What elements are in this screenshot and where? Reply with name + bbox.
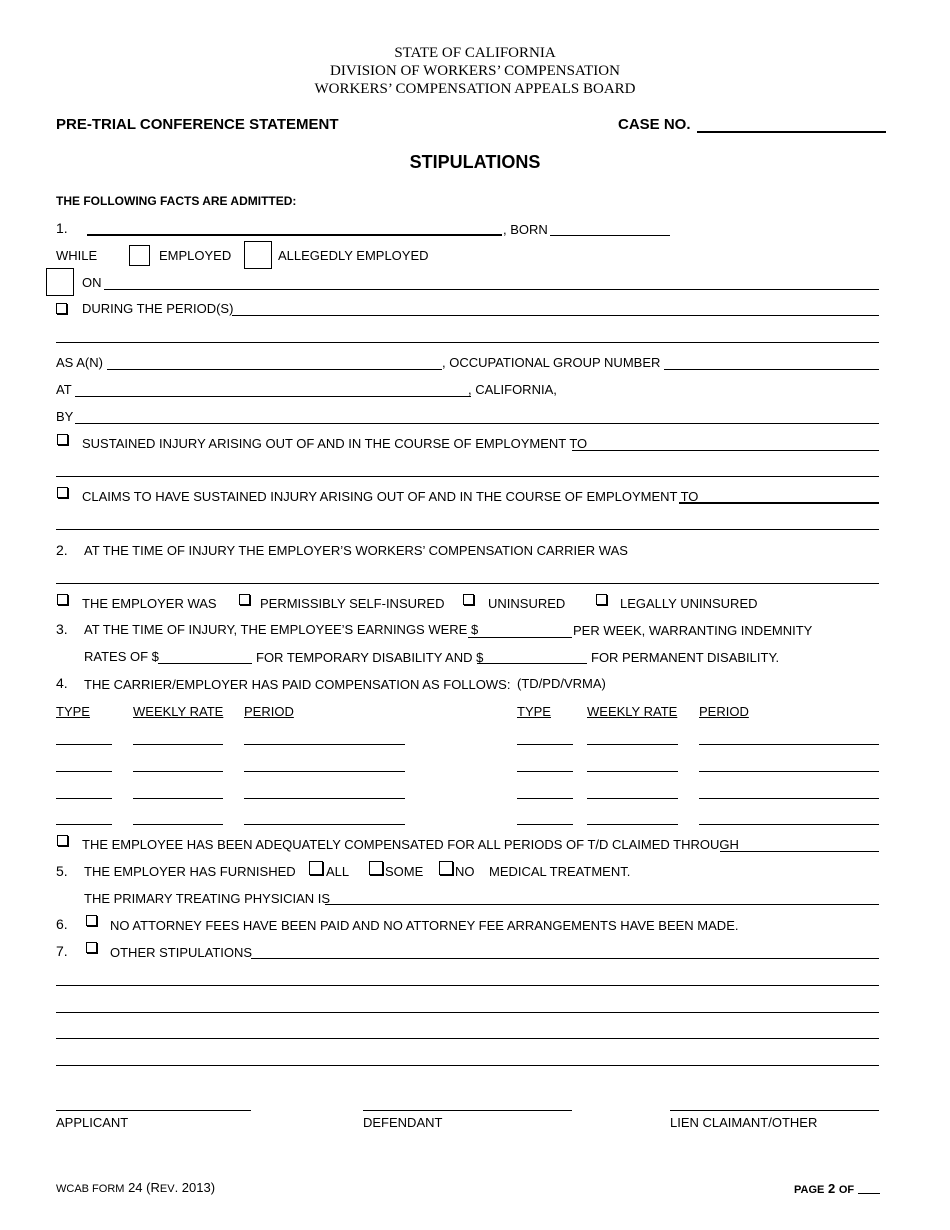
other-stipulations-field-2[interactable] <box>56 985 879 986</box>
payment-type-field[interactable] <box>517 771 573 772</box>
earnings-label: AT THE TIME OF INJURY, THE EMPLOYEE’S EARNINGS WERE $ <box>84 622 479 637</box>
carrier-field[interactable] <box>56 583 879 584</box>
payment-period-field[interactable] <box>244 824 405 825</box>
sustained-injury-checkbox[interactable] <box>57 434 68 445</box>
payment-period-field[interactable] <box>244 744 405 745</box>
treatment-no-checkbox[interactable] <box>439 861 453 875</box>
item5-number: 5. <box>56 863 68 879</box>
location-field[interactable] <box>75 396 471 397</box>
sustained-body-parts-field[interactable] <box>572 450 879 451</box>
payment-rate-field[interactable] <box>587 744 678 745</box>
td-label: FOR TEMPORARY DISABILITY AND $ <box>256 650 484 665</box>
payment-type-field[interactable] <box>517 824 573 825</box>
applicant-signature-field[interactable] <box>56 1110 251 1111</box>
payment-rate-field[interactable] <box>587 798 678 799</box>
stipulations-title: STIPULATIONS <box>409 152 541 172</box>
item7-number: 7. <box>56 943 68 959</box>
payment-period-field[interactable] <box>244 771 405 772</box>
employer-was-label: THE EMPLOYER WAS <box>82 596 217 611</box>
employer-field[interactable] <box>75 423 879 424</box>
furnished-label: THE EMPLOYER HAS FURNISHED <box>84 864 296 879</box>
self-insured-checkbox[interactable] <box>239 594 250 605</box>
uninsured-label: UNINSURED <box>488 596 566 611</box>
employed-checkbox[interactable] <box>129 245 150 266</box>
admitted-label: THE FOLLOWING FACTS ARE ADMITTED: <box>56 194 297 208</box>
payment-period-field[interactable] <box>699 771 879 772</box>
col-type-left: TYPE <box>56 704 90 719</box>
legally-uninsured-label: LEGALLY UNINSURED <box>620 596 758 611</box>
treatment-no-label: NO <box>455 864 475 879</box>
item3-number: 3. <box>56 621 68 637</box>
col-rate-right: WEEKLY RATE <box>587 704 678 719</box>
employer-was-checkbox[interactable] <box>57 594 68 605</box>
other-stipulations-field-5[interactable] <box>56 1065 879 1066</box>
as-a-label: AS A(N) <box>56 355 103 370</box>
other-stipulations-field-4[interactable] <box>56 1038 879 1039</box>
claimed-body-parts-field-2[interactable] <box>56 529 879 530</box>
col-rate-left: WEEKLY RATE <box>133 704 224 719</box>
sustained-injury-label: SUSTAINED INJURY ARISING OUT OF AND IN THE COURSE OF EMPLOYMENT TO <box>82 436 588 451</box>
payment-type-field[interactable] <box>517 798 573 799</box>
header-division: DIVISION OF WORKERS’ COMPENSATION <box>330 63 620 79</box>
col-period-right: PERIOD <box>699 704 749 719</box>
weekly-earnings-field[interactable] <box>468 637 572 638</box>
treatment-some-label: SOME <box>385 864 424 879</box>
lien-claimant-signature-field[interactable] <box>670 1110 879 1111</box>
birthdate-field[interactable] <box>550 235 670 236</box>
treatment-all-checkbox[interactable] <box>309 861 323 875</box>
treatment-some-checkbox[interactable] <box>369 861 383 875</box>
occupation-field[interactable] <box>107 369 442 370</box>
case-no-label: CASE NO. <box>618 116 691 133</box>
payment-rate-field[interactable] <box>133 798 223 799</box>
no-attorney-fees-checkbox[interactable] <box>86 915 97 926</box>
while-label: WHILE <box>56 248 98 263</box>
california-label: , CALIFORNIA, <box>468 382 557 397</box>
occ-group-field[interactable] <box>664 369 879 370</box>
payment-period-field[interactable] <box>699 744 879 745</box>
pd-rate-field[interactable] <box>477 663 587 664</box>
sustained-body-parts-field-2[interactable] <box>56 476 879 477</box>
lien-claimant-label: LIEN CLAIMANT/OTHER <box>670 1115 818 1130</box>
period-field[interactable] <box>232 315 879 316</box>
td-through-date-field[interactable] <box>720 851 879 852</box>
ptp-field[interactable] <box>325 904 879 905</box>
total-pages-field[interactable] <box>858 1193 880 1194</box>
rates-label: RATES OF $ <box>84 649 159 664</box>
header-board: WORKERS’ COMPENSATION APPEALS BOARD <box>314 81 636 97</box>
item1-number: 1. <box>56 220 68 236</box>
td-rate-field[interactable] <box>158 663 252 664</box>
header-state: STATE OF CALIFORNIA <box>394 45 556 61</box>
allegedly-employed-label: ALLEGEDLY EMPLOYED <box>278 248 429 263</box>
adequately-compensated-checkbox[interactable] <box>57 835 68 846</box>
ptp-label: THE PRIMARY TREATING PHYSICIAN IS <box>84 891 331 906</box>
item2-number: 2. <box>56 542 68 558</box>
payment-type-field[interactable] <box>56 798 112 799</box>
medical-treatment-label: MEDICAL TREATMENT. <box>489 864 631 879</box>
occ-group-label: , OCCUPATIONAL GROUP NUMBER <box>442 355 661 370</box>
claims-injury-checkbox[interactable] <box>57 487 68 498</box>
payment-period-field[interactable] <box>244 798 405 799</box>
claimed-body-parts-field[interactable] <box>679 502 879 504</box>
payment-type-field[interactable] <box>56 771 112 772</box>
payment-rate-field[interactable] <box>587 824 678 825</box>
carrier-label: AT THE TIME OF INJURY THE EMPLOYER’S WORKERS’ COMPENSATION CARRIER WAS <box>84 543 628 558</box>
case-no-field[interactable] <box>697 131 886 133</box>
born-label: , BORN <box>503 222 548 237</box>
form-number: WCAB FORM 24 (REV. 2013) <box>56 1180 216 1195</box>
item6-number: 6. <box>56 916 68 932</box>
pd-label: FOR PERMANENT DISABILITY. <box>591 650 780 665</box>
col-type-right: TYPE <box>517 704 551 719</box>
payment-rate-field[interactable] <box>133 771 223 772</box>
payment-type-field[interactable] <box>56 824 112 825</box>
col-period-left: PERIOD <box>244 704 294 719</box>
legally-uninsured-checkbox[interactable] <box>596 594 607 605</box>
other-stipulations-label: OTHER STIPULATIONS <box>110 945 253 960</box>
payment-type-field[interactable] <box>517 744 573 745</box>
by-label: BY <box>56 409 74 424</box>
other-stipulations-field-3[interactable] <box>56 1012 879 1013</box>
employee-name-field[interactable] <box>87 234 502 236</box>
at-label: AT <box>56 382 72 397</box>
treatment-all-label: ALL <box>326 864 350 879</box>
self-insured-label: PERMISSIBLY SELF-INSURED <box>260 596 445 611</box>
applicant-label: APPLICANT <box>56 1115 129 1130</box>
page-number: PAGE 2 OF <box>794 1181 855 1196</box>
per-week-label: PER WEEK, WARRANTING INDEMNITY <box>573 623 813 638</box>
payment-rate-field[interactable] <box>587 771 678 772</box>
payment-rate-field[interactable] <box>133 824 223 825</box>
no-attorney-fees-label: NO ATTORNEY FEES HAVE BEEN PAID AND NO ATTORNEY FEE ARRANGEMENTS HAVE BEEN MADE. <box>110 918 739 933</box>
on-label: ON <box>82 275 102 290</box>
payment-period-field[interactable] <box>699 798 879 799</box>
injury-date-field[interactable] <box>104 289 879 290</box>
payment-period-field[interactable] <box>699 824 879 825</box>
defendant-signature-field[interactable] <box>363 1110 572 1111</box>
on-date-checkbox[interactable] <box>46 268 74 296</box>
defendant-label: DEFENDANT <box>363 1115 443 1130</box>
payment-rate-field[interactable] <box>133 744 223 745</box>
payment-type-field[interactable] <box>56 744 112 745</box>
employed-label: EMPLOYED <box>159 248 232 263</box>
other-stipulations-field[interactable] <box>251 958 879 959</box>
allegedly-employed-checkbox[interactable] <box>244 241 272 269</box>
during-period-label: DURING THE PERIOD(S) <box>82 301 234 316</box>
item4-number: 4. <box>56 675 68 691</box>
form-title: PRE-TRIAL CONFERENCE STATEMENT <box>56 116 339 133</box>
during-period-checkbox[interactable] <box>56 303 67 314</box>
uninsured-checkbox[interactable] <box>463 594 474 605</box>
compensation-codes: (TD/PD/VRMA) <box>517 676 606 691</box>
adequately-compensated-label: THE EMPLOYEE HAS BEEN ADEQUATELY COMPENSATED FOR ALL PERIODS OF T/D CLAIMED THROUGH <box>82 837 739 852</box>
paid-compensation-label: THE CARRIER/EMPLOYER HAS PAID COMPENSATION AS FOLLOWS: <box>84 677 511 692</box>
claims-injury-label: CLAIMS TO HAVE SUSTAINED INJURY ARISING OUT OF AND IN THE COURSE OF EMPLOYMENT TO <box>82 489 699 504</box>
period-field-2[interactable] <box>56 342 879 343</box>
other-stipulations-checkbox[interactable] <box>86 942 97 953</box>
